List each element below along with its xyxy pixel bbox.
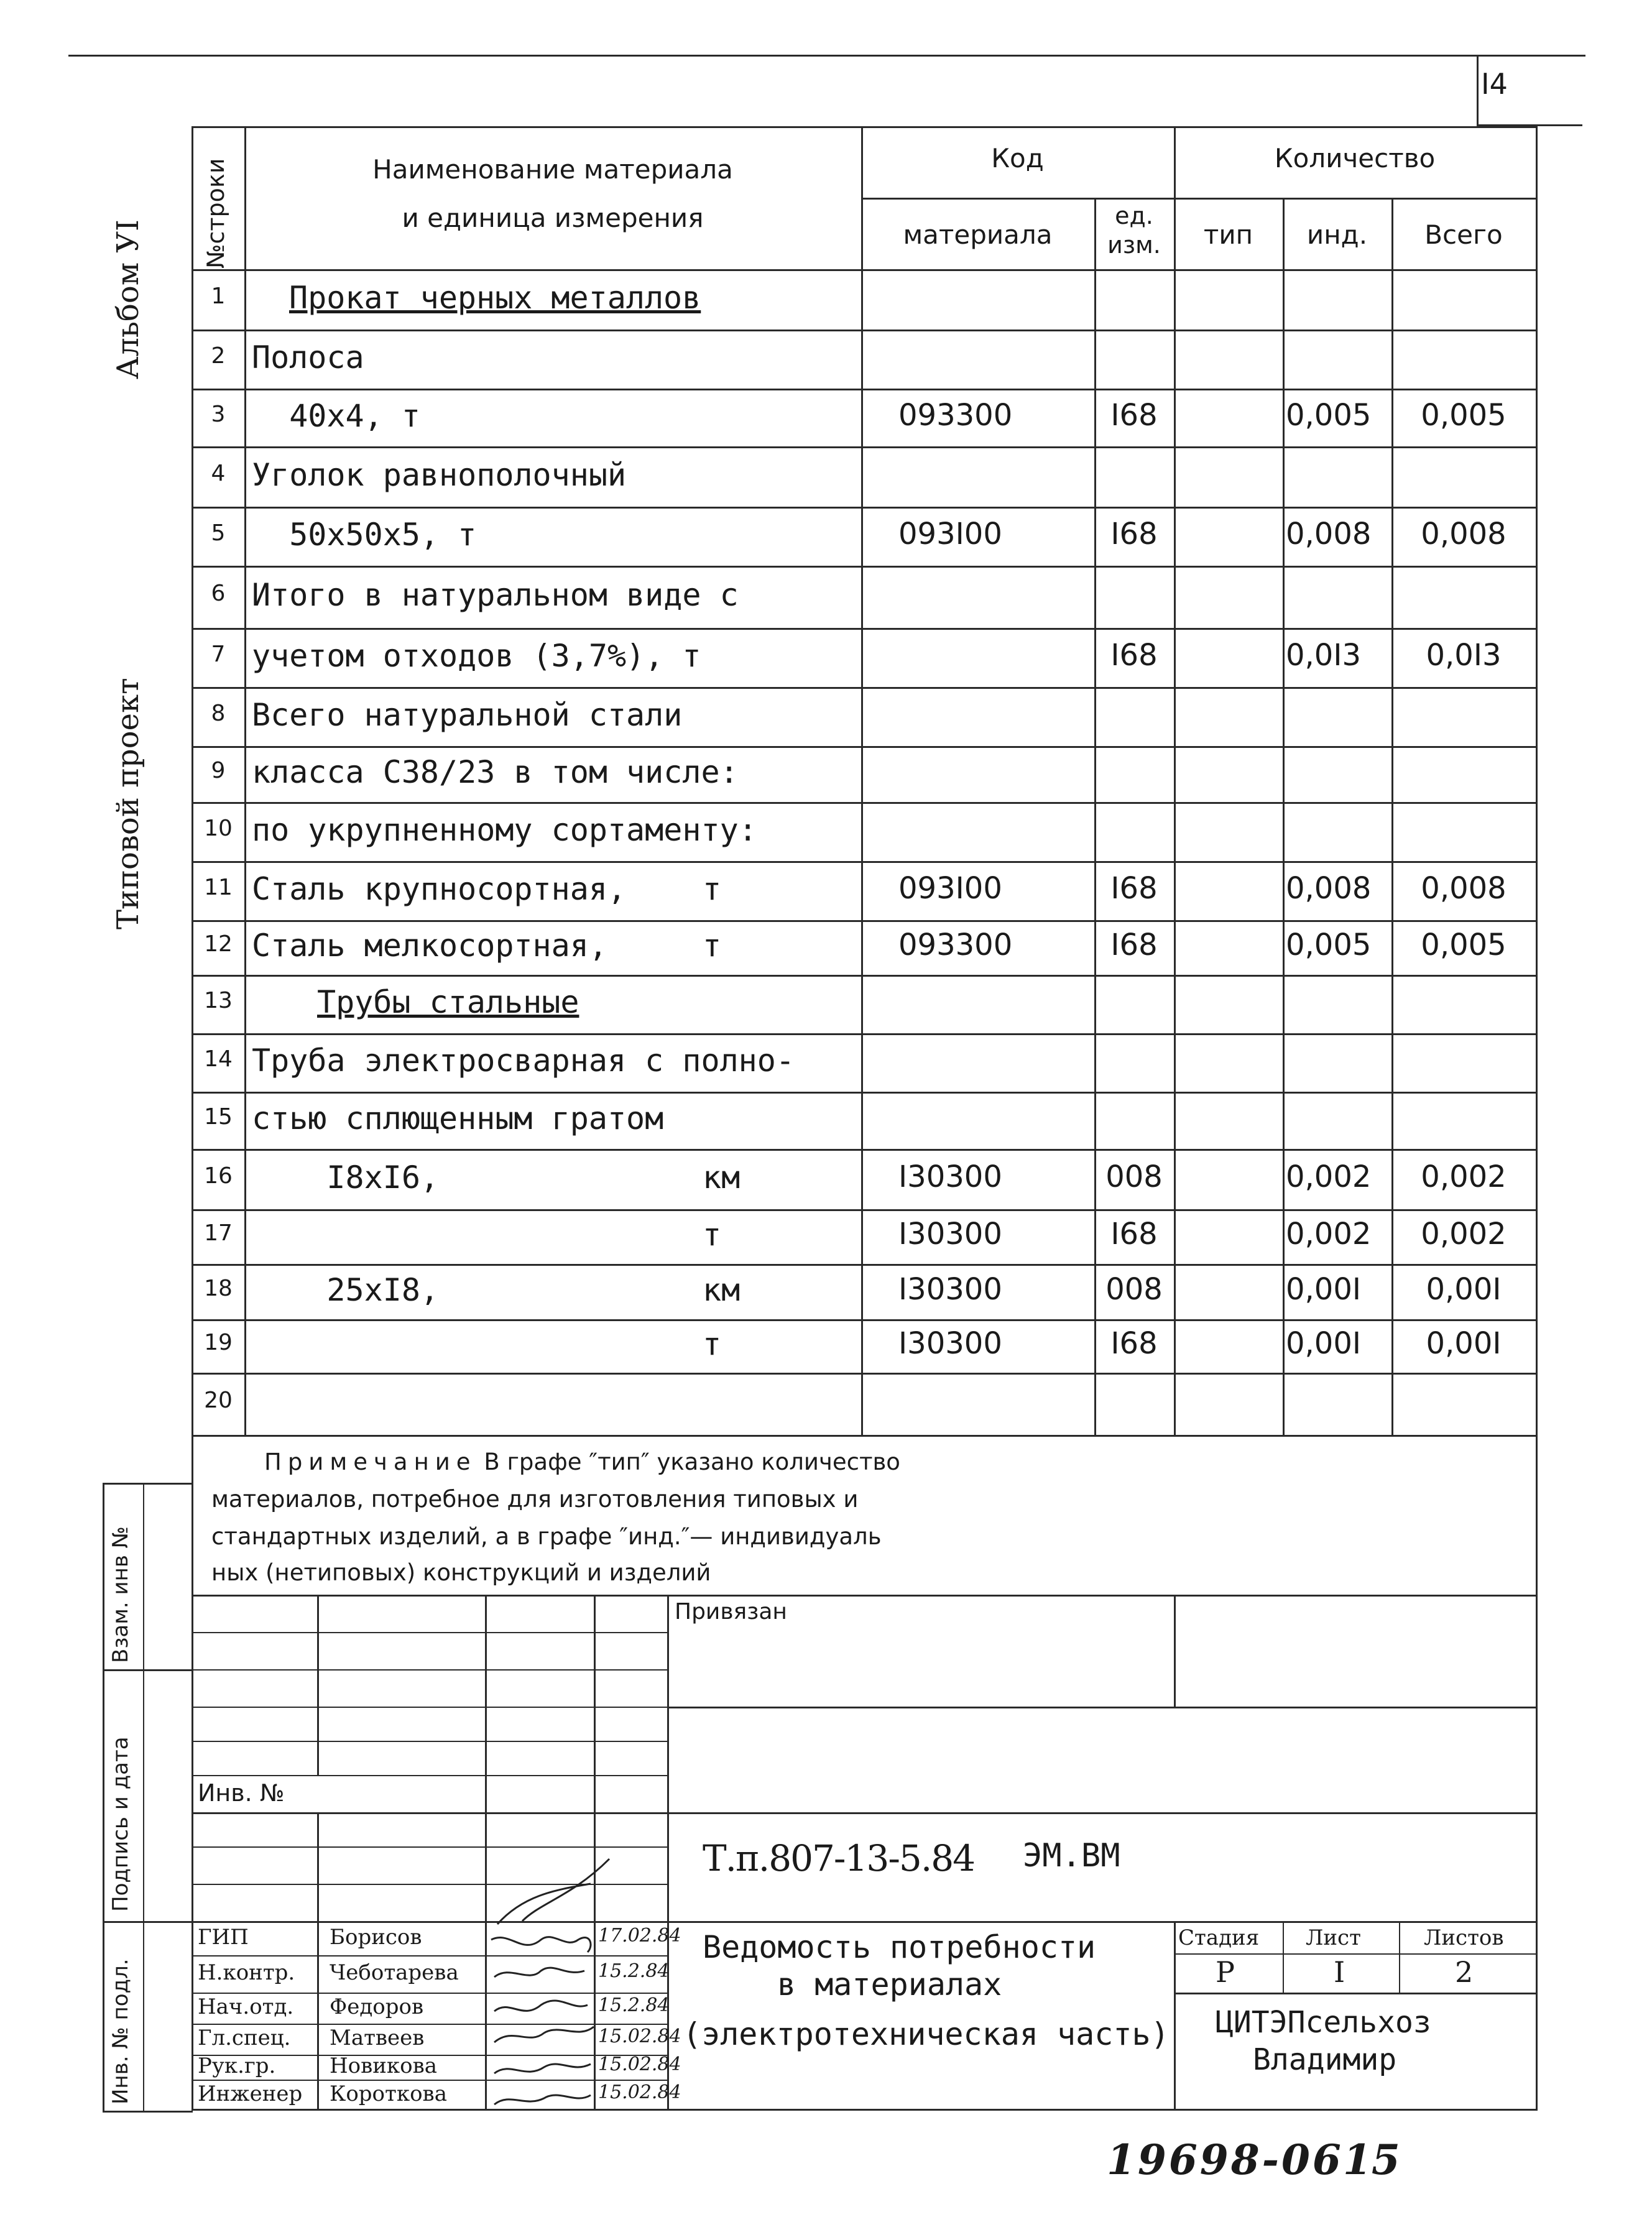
tb-role: Нач.отд.	[198, 1994, 294, 2019]
row-total: 0,002	[1421, 1217, 1507, 1251]
row-uom: I68	[1110, 870, 1158, 906]
stamp-col-mid	[143, 1483, 144, 2111]
row-name: стью сплющенным гратом	[252, 1100, 664, 1136]
row-code: I30300	[898, 1326, 1002, 1361]
tb-role-name: Борисов	[330, 1924, 422, 1950]
note-label: Примечание	[264, 1449, 477, 1475]
row-code: I30300	[898, 1217, 1002, 1251]
row-number: 20	[204, 1388, 233, 1413]
header-unit-line2: изм.	[1107, 231, 1161, 259]
row-number: 1	[211, 283, 226, 309]
row-unit: т	[703, 1217, 722, 1253]
tb-role-name: Чеботарева	[330, 1960, 459, 1985]
row-uom: I68	[1110, 516, 1158, 551]
row-name: Полоса	[252, 339, 364, 376]
row-rule	[192, 1373, 1538, 1375]
header-row-no: №строки	[202, 158, 229, 269]
tb-stage-mid	[1174, 1953, 1538, 1955]
note-line-4: ных (нетиповых) конструкций и изделий	[211, 1559, 711, 1586]
stamp-sep-4	[103, 2111, 193, 2113]
row-rule	[192, 1033, 1538, 1035]
row-number: 5	[211, 520, 226, 546]
header-ind: инд.	[1306, 219, 1368, 250]
tb-row-2	[192, 1669, 667, 1671]
row-ind: 0,005	[1286, 928, 1372, 962]
tb-role-name: Матвеев	[330, 2026, 425, 2050]
tb-stage-bottom	[1174, 1993, 1538, 1994]
row-number: 7	[211, 641, 226, 667]
row-number: 16	[204, 1163, 233, 1189]
col-line-ind	[1283, 198, 1285, 1435]
signature-strokes	[485, 1822, 671, 2114]
tb-top	[192, 1595, 1538, 1597]
row-number: 3	[211, 401, 226, 427]
row-uom: 008	[1105, 1159, 1163, 1194]
row-name: класса С38/23 в том числе:	[252, 754, 739, 790]
tb-role-date: 15.02.84	[598, 2053, 681, 2075]
tb-row-10	[192, 1921, 1538, 1923]
row-uom: I68	[1110, 397, 1158, 433]
row-number: 14	[204, 1046, 233, 1072]
note-line-2: материалов, потребное для изготовления типовых и	[211, 1486, 859, 1513]
row-total: 0,005	[1421, 928, 1507, 962]
row-code: 093I00	[898, 516, 1002, 551]
frame-top	[192, 126, 1538, 128]
tb-role: Инженер	[198, 2081, 303, 2106]
row-name: Прокат черных металлов	[289, 279, 701, 316]
tb-sheets-label: Листов	[1424, 1925, 1504, 1950]
row-rule	[192, 1209, 1538, 1211]
row-ind: 0,002	[1286, 1217, 1372, 1251]
row-ind: 0,0I3	[1286, 637, 1362, 673]
col-line-code	[861, 126, 863, 1435]
tb-stage-sep-1	[1283, 1921, 1284, 1993]
tb-role-date: 15.02.84	[598, 2026, 681, 2047]
tb-col-privyazan	[1174, 1595, 1176, 1707]
tb-sheet-label: Лист	[1306, 1925, 1361, 1950]
header-material: материала	[903, 219, 1053, 250]
note-line-3: стандартных изделий, а в графе ″инд.″— индивидуаль	[211, 1523, 882, 1550]
row-unit: т	[703, 928, 722, 964]
row-rule	[192, 687, 1538, 689]
row-number: 17	[204, 1220, 233, 1246]
tb-inv-no: Инв. №	[198, 1779, 285, 1807]
row-name: Труба электросварная с полно-	[252, 1043, 795, 1079]
sheet-number: I4	[1481, 67, 1508, 101]
archive-number: 19698-06	[1107, 2136, 1344, 2184]
stamp-sep-3	[103, 1921, 193, 1923]
row-rule	[192, 802, 1538, 804]
stamp-sep-2	[103, 1669, 193, 1671]
header-unit-line1: ед.	[1115, 202, 1153, 229]
row-number: 19	[204, 1330, 233, 1355]
note-text-1: В графе ″тип″ указано количество	[484, 1449, 900, 1475]
row-total: 0,005	[1421, 397, 1507, 433]
tb-row-1	[192, 1632, 667, 1633]
tb-role-date: 15.2.84	[598, 1994, 670, 2016]
row-total: 0,00I	[1426, 1326, 1502, 1361]
row-uom: I68	[1110, 1326, 1158, 1361]
row-name: 50х50х5, т	[252, 516, 477, 553]
row-number: 9	[211, 758, 226, 783]
row-total: 0,00I	[1426, 1271, 1502, 1307]
tb-row-4	[192, 1707, 667, 1708]
tb-stage: Р	[1216, 1955, 1235, 1989]
row-uom: I68	[1110, 1217, 1158, 1251]
tb-title-line1: Ведомость потребности	[703, 1929, 1096, 1965]
side-label-project: Типовой проект	[111, 678, 145, 929]
tb-stage-left	[1174, 1921, 1176, 2111]
row-code: I30300	[898, 1159, 1002, 1194]
stamp-sep-1	[103, 1483, 193, 1485]
stamp-col-left	[103, 1483, 104, 2111]
row-code: 093300	[898, 928, 1013, 962]
row-total: 0,008	[1421, 870, 1507, 906]
row-total: 0,0I3	[1426, 637, 1502, 673]
tb-title-line2: в материалах	[777, 1966, 1002, 2003]
tb-org-line2: Владимир	[1253, 2042, 1397, 2077]
header-total: Всего	[1424, 219, 1503, 250]
row-number: 13	[204, 988, 233, 1013]
row-code: 093I00	[898, 870, 1002, 906]
side-label-vzam: Взам. инв №	[108, 1526, 133, 1663]
row-number: 11	[204, 874, 233, 900]
tb-sheets: 2	[1455, 1955, 1474, 1989]
tb-role-date: 15.02.84	[598, 2081, 681, 2103]
header-name-line1: Наименование материала	[372, 154, 733, 185]
top-rule	[68, 55, 1585, 57]
row-number: 2	[211, 343, 226, 369]
tb-role-name: Федоров	[330, 1994, 424, 2019]
archive-page: 15	[1343, 2136, 1400, 2184]
row-name: по укрупненному сортаменту:	[252, 811, 757, 848]
row-rule	[192, 389, 1538, 390]
row-name: Сталь мелкосортная,	[252, 928, 607, 964]
tb-row-7	[192, 1812, 1538, 1814]
col-line-name	[244, 126, 246, 1435]
row-name: 25хI8,	[252, 1271, 440, 1308]
row-rule	[192, 1264, 1538, 1266]
row-name: учетом отходов (3,7%), т	[252, 637, 701, 674]
row-name: Итого в натуральном виде с	[252, 577, 739, 613]
row-uom: I68	[1110, 637, 1158, 673]
row-name: Трубы стальные	[317, 984, 579, 1020]
tb-row-5	[192, 1741, 667, 1742]
row-ind: 0,002	[1286, 1159, 1372, 1194]
side-label-album: Альбом УI	[111, 219, 145, 379]
row-rule	[192, 975, 1538, 977]
row-rule	[192, 446, 1538, 448]
row-name: Всего натуральной стали	[252, 696, 683, 733]
header-mid-rule	[861, 198, 1536, 200]
side-label-podpis: Подпись и дата	[108, 1736, 133, 1912]
row-name: 40х4, т	[252, 397, 420, 434]
tb-privyazan: Привязан	[675, 1599, 787, 1625]
tb-doc-code: Т.п.807-13-5.84	[703, 1837, 975, 1879]
header-code: Код	[991, 143, 1044, 173]
row-total: 0,008	[1421, 516, 1507, 551]
row-name: Уголок равнополочный	[252, 456, 627, 493]
tb-role-name: Короткова	[330, 2081, 447, 2106]
tb-row-6	[192, 1775, 667, 1776]
tb-col-1	[317, 1595, 319, 1775]
row-total: 0,002	[1421, 1159, 1507, 1194]
row-rule	[192, 628, 1538, 630]
row-unit: км	[703, 1271, 741, 1308]
note-line-1	[264, 1449, 900, 1475]
row-ind: 0,00I	[1286, 1271, 1362, 1307]
row-unit: т	[703, 1326, 722, 1362]
row-rule	[192, 507, 1538, 509]
tb-sheet: I	[1334, 1955, 1345, 1989]
row-rule	[192, 1319, 1538, 1321]
tb-role-date: 15.2.84	[598, 1960, 670, 1982]
row-ind: 0,00I	[1286, 1326, 1362, 1361]
row-rule	[192, 861, 1538, 863]
row-code: I30300	[898, 1271, 1002, 1307]
row-uom: 008	[1105, 1271, 1163, 1307]
frame-bottom	[192, 2109, 1538, 2111]
row-ind: 0,005	[1286, 397, 1372, 433]
row-number: 12	[204, 931, 233, 957]
tb-stage-sep-2	[1399, 1921, 1400, 1993]
row-rule	[192, 920, 1538, 922]
tb-org-line1: ЦИТЭПсельхоз	[1216, 2005, 1431, 2040]
header-name-line2: и единица измерения	[402, 203, 704, 233]
tb-role-name: Новикова	[330, 2053, 438, 2078]
tb-row-3	[667, 1707, 1538, 1708]
tb-title-line3: (электротехническая часть)	[683, 2016, 1170, 2052]
tb-doc-mark: ЭМ.ВМ	[1023, 1837, 1120, 1874]
header-quantity: Количество	[1274, 143, 1436, 173]
row-number: 18	[204, 1275, 233, 1301]
tb-role: Гл.спец.	[198, 2026, 291, 2050]
row-unit: т	[703, 870, 722, 907]
row-number: 10	[204, 815, 233, 841]
row-rule	[192, 566, 1538, 568]
tb-role: Рук.гр.	[198, 2053, 276, 2078]
row-unit: км	[703, 1159, 741, 1196]
tb-stage-label: Стадия	[1178, 1925, 1260, 1950]
col-line-qty	[1174, 126, 1176, 1435]
row-ind: 0,008	[1286, 516, 1372, 551]
header-bottom-rule	[192, 269, 1538, 271]
row-ind: 0,008	[1286, 870, 1372, 906]
row-number: 4	[211, 460, 226, 486]
row-rule	[192, 1435, 1538, 1437]
sheet-number-box-left	[1477, 55, 1479, 126]
tb-role: Н.контр.	[198, 1960, 295, 1985]
row-rule	[192, 1092, 1538, 1094]
row-rule	[192, 1149, 1538, 1151]
row-number: 6	[211, 581, 226, 606]
header-type: тип	[1203, 219, 1253, 250]
row-rule	[192, 746, 1538, 748]
row-number: 8	[211, 700, 226, 726]
row-name: I8хI6,	[252, 1159, 440, 1196]
row-rule	[192, 330, 1538, 331]
tb-col-role-name	[317, 1812, 319, 2111]
side-label-inv-podl: Инв. № подл.	[108, 1958, 133, 2104]
row-number: 15	[204, 1104, 233, 1130]
row-code: 093300	[898, 397, 1013, 433]
row-uom: I68	[1110, 928, 1158, 962]
tb-role-date: 17.02.84	[598, 1924, 681, 1947]
row-name: Сталь крупносортная,	[252, 870, 627, 907]
tb-role: ГИП	[198, 1924, 249, 1950]
